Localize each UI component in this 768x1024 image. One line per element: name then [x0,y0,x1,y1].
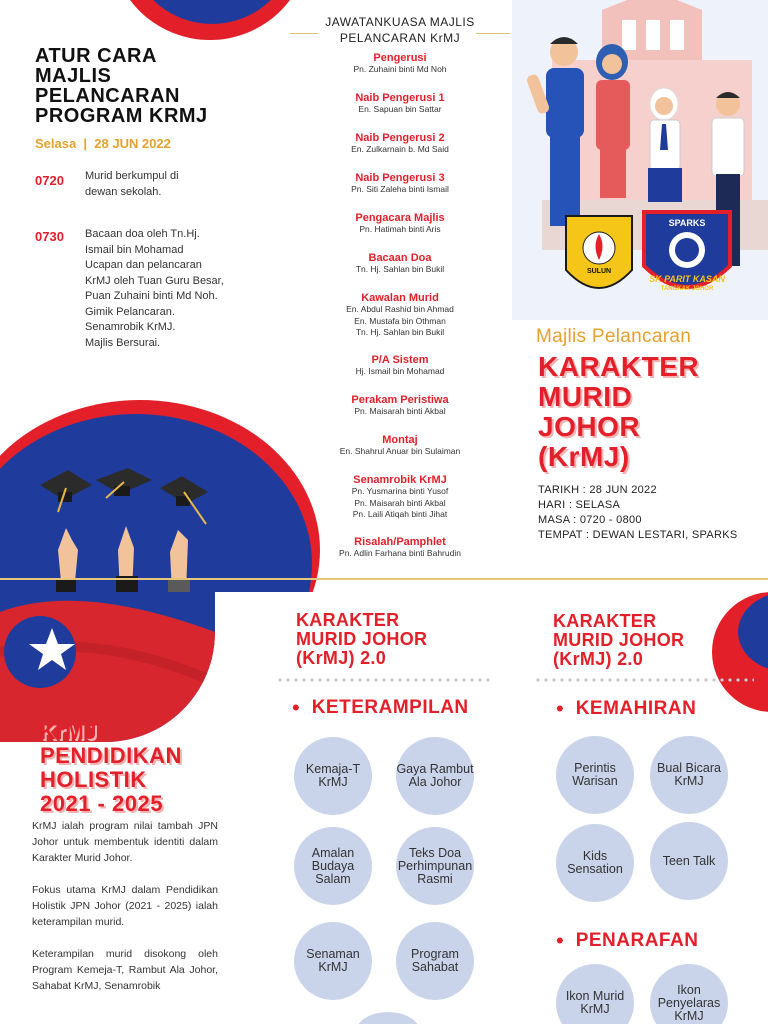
committee-item: Naib Pengerusi 1 En. Sapuan bin Sattar [355,92,445,114]
skill-circle: Teen Talk [650,822,728,900]
bullet-icon: • [556,696,564,721]
kemahiran-title: KARAKTER MURID JOHOR (KrMJ) 2.0 [553,611,685,669]
committee-item: Pengacara Majlis Pn. Hatimah binti Aris [355,212,445,234]
keterampilan-heading: • KETERAMPILAN [292,695,469,720]
school-logo-left: SULUN [562,210,636,308]
holistic-title: KrMJ PENDIDIKAN HOLISTIK 2021 - 2025 [40,719,182,816]
committee-item: Senamrobik KrMJ Pn. Yusmarina binti Yusof Pn. Maisarah binti Akbal Pn. Laili Atiqah binti Jihat [351,474,449,519]
program-circle: Amalan Budaya Salam [294,827,372,905]
cover-illustration [512,0,768,320]
schedule-time-2: 0730 [35,229,64,244]
program-circle: Senaman KrMJ [294,922,372,1000]
program-circle: Program Sahabat [396,922,474,1000]
event-info: TARIKH : 28 JUN 2022 HARI : SELASA MASA : 0720 - 0800 TEMPAT : DEWAN LESTARI, SPARKS [538,484,738,541]
rating-circle: Ikon Penyelaras KrMJ [650,964,728,1024]
committee-item: Naib Pengerusi 2 En. Zulkarnain b. Md Said [351,132,449,154]
skill-circle: Bual Bicara KrMJ [650,736,728,814]
committee-item: Perakam Peristiwa Pn. Maisarah binti Akbal [351,394,449,416]
cover-title: KARAKTER MURID JOHOR (KrMJ) [538,351,700,472]
kemahiran-heading: • KEMAHIRAN [556,696,697,721]
school-logo-right: SPARKS SK PARIT KASAN TANGKAK JOHOR [640,208,734,306]
dotted-divider [534,678,754,682]
schedule-desc-2: Bacaan doa oleh Tn.Hj. Ismail bin Mohamad Ucapan dan pelancaran KrMJ oleh Tuan Guru Besar, Puan Zuhaini binti Md Noh. Gimik Pelancaran. Senamrobik KrMJ. Majlis Bersurai. [85,228,224,349]
graduation-caps-icon [0,400,320,592]
program-circle: Kemaja-T KrMJ [294,737,372,815]
bullet-icon: • [292,695,300,720]
cover-subtitle: Majlis Pelancaran [536,326,692,347]
committee-item: P/A Sistem Hj. Ismail bin Mohamad [355,354,445,376]
schedule-time-1: 0720 [35,173,64,188]
committee-item: Montaj En. Shahrul Anuar bin Sulaiman [339,434,461,456]
graduation-illustration [0,400,320,592]
committee-item: Kawalan Murid En. Abdul Rashid bin Ahmad En. Mustafa bin Othman Tn. Hj. Sahlan bin Bukil [346,292,454,337]
committee-item: Bacaan Doa Tn. Hj. Sahlan bin Bukil [355,252,445,274]
fold-divider [0,578,768,580]
program-circle: Teks Doa Perhimpunan Rasmi [396,827,474,905]
committee-item: Pengerusi Pn. Zuhaini binti Md Noh [353,52,447,74]
keterampilan-title: KARAKTER MURID JOHOR (KrMJ) 2.0 [296,610,428,668]
committee-list [290,52,510,566]
schedule-date: Selasa | 28 JUN 2022 [35,136,171,151]
skill-circle: Perintis Warisan [556,736,634,814]
shield-logo-icon [562,210,636,308]
dotted-divider [276,678,492,682]
committee-item: Naib Pengerusi 3 Pn. Siti Zaleha binti Ismail [351,172,449,194]
committee-heading: JAWATANKUASA MAJLIS PELANCARAN KrMJ [325,15,475,45]
bullet-icon: • [556,928,564,953]
rating-circle: Ikon Murid KrMJ [556,964,634,1024]
program-circle-partial [356,1012,420,1024]
schedule-desc-1: Murid berkumpul di dewan sekolah. [85,170,179,198]
skill-circle: Kids Sensation [556,824,634,902]
penarafan-heading: • PENARAFAN [556,928,699,953]
committee-item: Risalah/Pamphlet Pn. Adlin Farhana binti Bahrudin [339,536,461,558]
program-circle: Gaya Rambut Ala Johor [396,737,474,815]
schedule-title: ATUR CARA MAJLIS PELANCARAN PROGRAM KRMJ [35,45,208,127]
holistic-text: KrMJ ialah program nilai tambah JPN Johor untuk membentuk identiti dalam Karakter Murid Johor. Fokus utama KrMJ dalam Pendidikan Holistik JPN Johor (2021 - 2025) ialah keterampilan murid. Keterampilan murid disokong oleh Program Kemeja-T, Rambut Ala Johor, Sahabat KrMJ, Senamrobik [32,820,218,992]
